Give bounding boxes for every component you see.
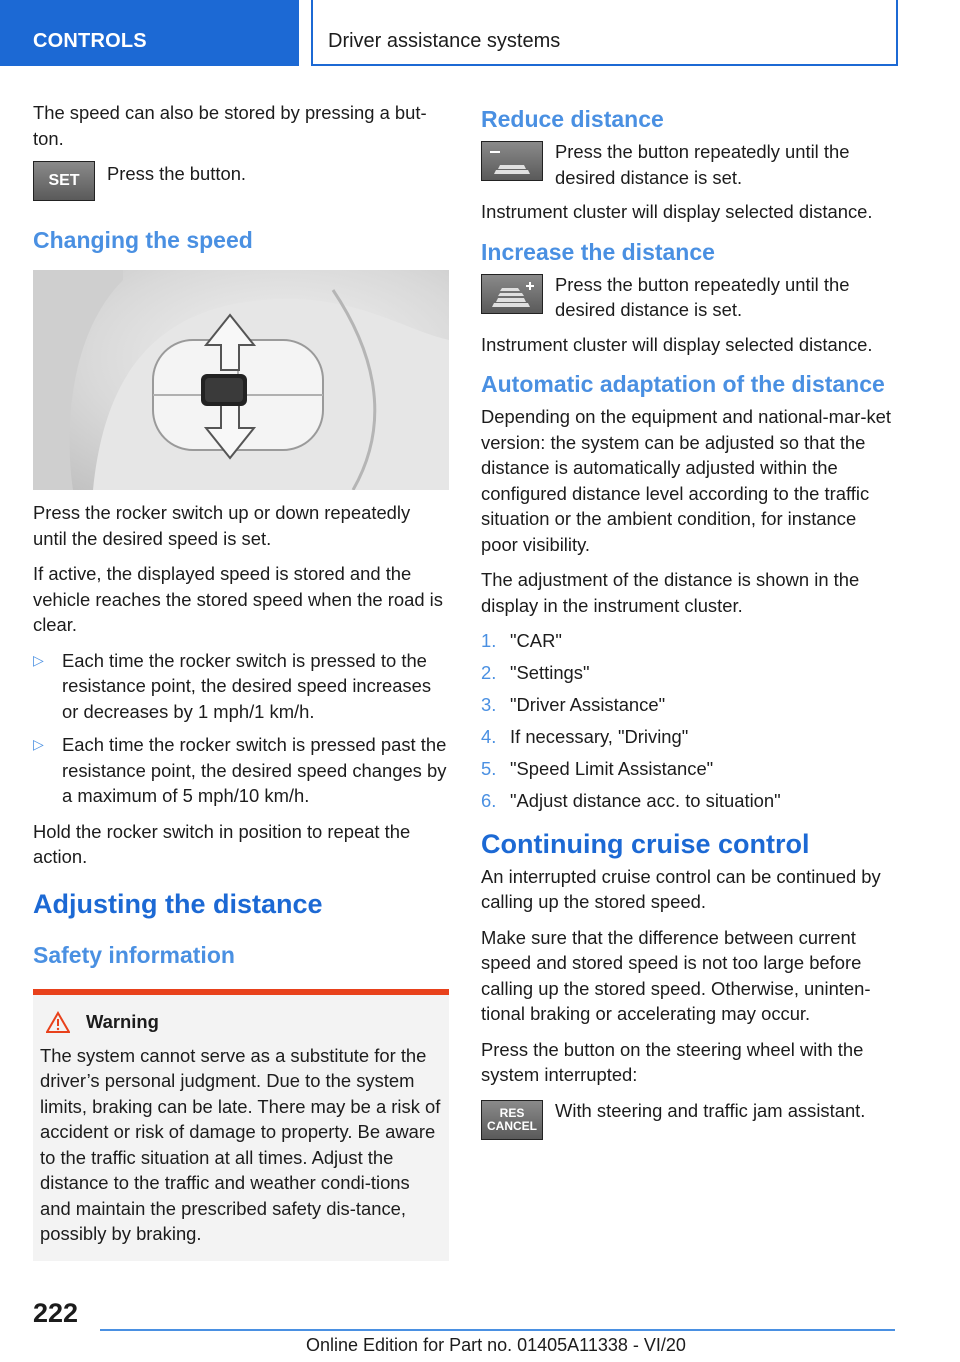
edition-note: Online Edition for Part no. 01405A11338 - VI/20 bbox=[306, 1335, 686, 1355]
paragraph: If active, the displayed speed is stored and the vehicle reaches the stored speed when the road is clear. bbox=[33, 563, 443, 635]
paragraph: Make sure that the difference between current speed and stored speed is not too large before calling up the stored speed. Otherwise, uninten-tional braking or accelerating may occur. bbox=[481, 926, 871, 1024]
paragraph: Hold the rocker switch in position to repeat the action. bbox=[33, 820, 411, 867]
heading-automatic-adaptation: Automatic adaptation of the distance bbox=[481, 371, 885, 397]
list-item: 5. "Speed Limit Assistance" bbox=[481, 758, 714, 779]
right-column bbox=[481, 100, 891, 1142]
warning-text: The system cannot serve as a substitute for the driver’s personal judgment. Due to the system limits, braking can be late. There may be a risk of accident or risk of damage to property. Be aware to the traffic situation at all times. Adjust the distance to the traffic and weather condi-tions and maintain the prescribed safety dis-tance, possibly by braking. bbox=[40, 1044, 441, 1244]
chapter-tab bbox=[311, 0, 898, 66]
paragraph: Depending on the equipment and national-mar-ket version: the system can be adjusted so that the distance is automatically adjusted within the configured distance level according to the traffic situation or the ambient condition, for instance poor visibility. bbox=[481, 406, 891, 555]
reduce-button-text: Press the button repeatedly until the desired distance is set. bbox=[555, 141, 850, 188]
list-item: 4. If necessary, "Driving" bbox=[481, 726, 689, 747]
paragraph: Instrument cluster will display selected distance. bbox=[481, 333, 873, 355]
list-item: ▷ Each time the rocker switch is pressed to the resistance point, the desired speed increases or decreases by 1 mph/1 km/h. bbox=[33, 649, 432, 722]
res-cancel-button-icon: RES CANCEL bbox=[481, 1100, 543, 1140]
steering-wheel-photo bbox=[33, 270, 449, 490]
section-tab bbox=[0, 0, 299, 66]
heading-increase-distance: Increase the distance bbox=[481, 238, 715, 265]
res-cancel-text: With steering and traffic jam assistant. bbox=[555, 1099, 866, 1121]
paragraph: An interrupted cruise control can be continued by calling up the stored speed. bbox=[481, 865, 881, 912]
bullet-list bbox=[33, 648, 449, 809]
chapter-title: Driver assistance systems bbox=[328, 30, 561, 52]
list-item: 3. "Driver Assistance" bbox=[481, 694, 666, 715]
triangle-bullet-icon: ▷ bbox=[33, 651, 44, 668]
increase-button-row bbox=[481, 272, 891, 328]
paragraph: The speed can also be stored by pressing a but-ton. bbox=[33, 102, 427, 149]
list-item: 2. "Settings" bbox=[481, 662, 590, 683]
heading-continuing-cruise-control: Continuing cruise control bbox=[481, 828, 810, 859]
list-item: 6. "Adjust distance acc. to situation" bbox=[481, 790, 781, 811]
heading-safety-information: Safety information bbox=[33, 941, 235, 968]
warning-header bbox=[40, 1011, 442, 1033]
warning-box bbox=[33, 989, 449, 1261]
heading-reduce-distance: Reduce distance bbox=[481, 106, 664, 132]
set-button-icon: SET bbox=[33, 161, 95, 201]
footer-divider bbox=[100, 1329, 895, 1331]
page-number: 222 bbox=[33, 1298, 79, 1328]
list-item: ▷ Each time the rocker switch is pressed past the resistance point, the desired speed changes by a maximum of 5 mph/10 km/h. bbox=[33, 734, 447, 806]
increase-button-text: Press the button repeatedly until the desired distance is set. bbox=[555, 273, 850, 320]
warning-triangle-icon bbox=[46, 1011, 70, 1033]
reduce-button-row bbox=[481, 139, 891, 195]
settings-steps bbox=[481, 628, 891, 814]
triangle-bullet-icon: ▷ bbox=[33, 736, 44, 752]
reduce-distance-button-icon bbox=[481, 141, 543, 181]
set-button-row bbox=[33, 161, 449, 213]
section-title: CONTROLS bbox=[33, 30, 147, 52]
warning-title: Warning bbox=[86, 1010, 159, 1032]
res-cancel-row bbox=[481, 1098, 891, 1142]
paragraph: Instrument cluster will display selected distance. bbox=[481, 201, 873, 222]
paragraph: Press the button on the steering wheel with the system interrupted: bbox=[481, 1038, 864, 1085]
set-button-text: Press the button. bbox=[107, 163, 247, 184]
increase-distance-button-icon bbox=[481, 274, 543, 314]
list-item: 1. "CAR" bbox=[481, 630, 562, 651]
paragraph: The adjustment of the distance is shown in the display in the instrument cluster. bbox=[481, 569, 860, 616]
heading-changing-speed: Changing the speed bbox=[33, 227, 253, 253]
steering-wheel-illustration bbox=[33, 270, 449, 490]
left-column bbox=[33, 100, 449, 1261]
paragraph: Press the rocker switch up or down repeatedly until the desired speed is set. bbox=[33, 502, 411, 549]
heading-adjusting-distance: Adjusting the distance bbox=[33, 888, 323, 919]
